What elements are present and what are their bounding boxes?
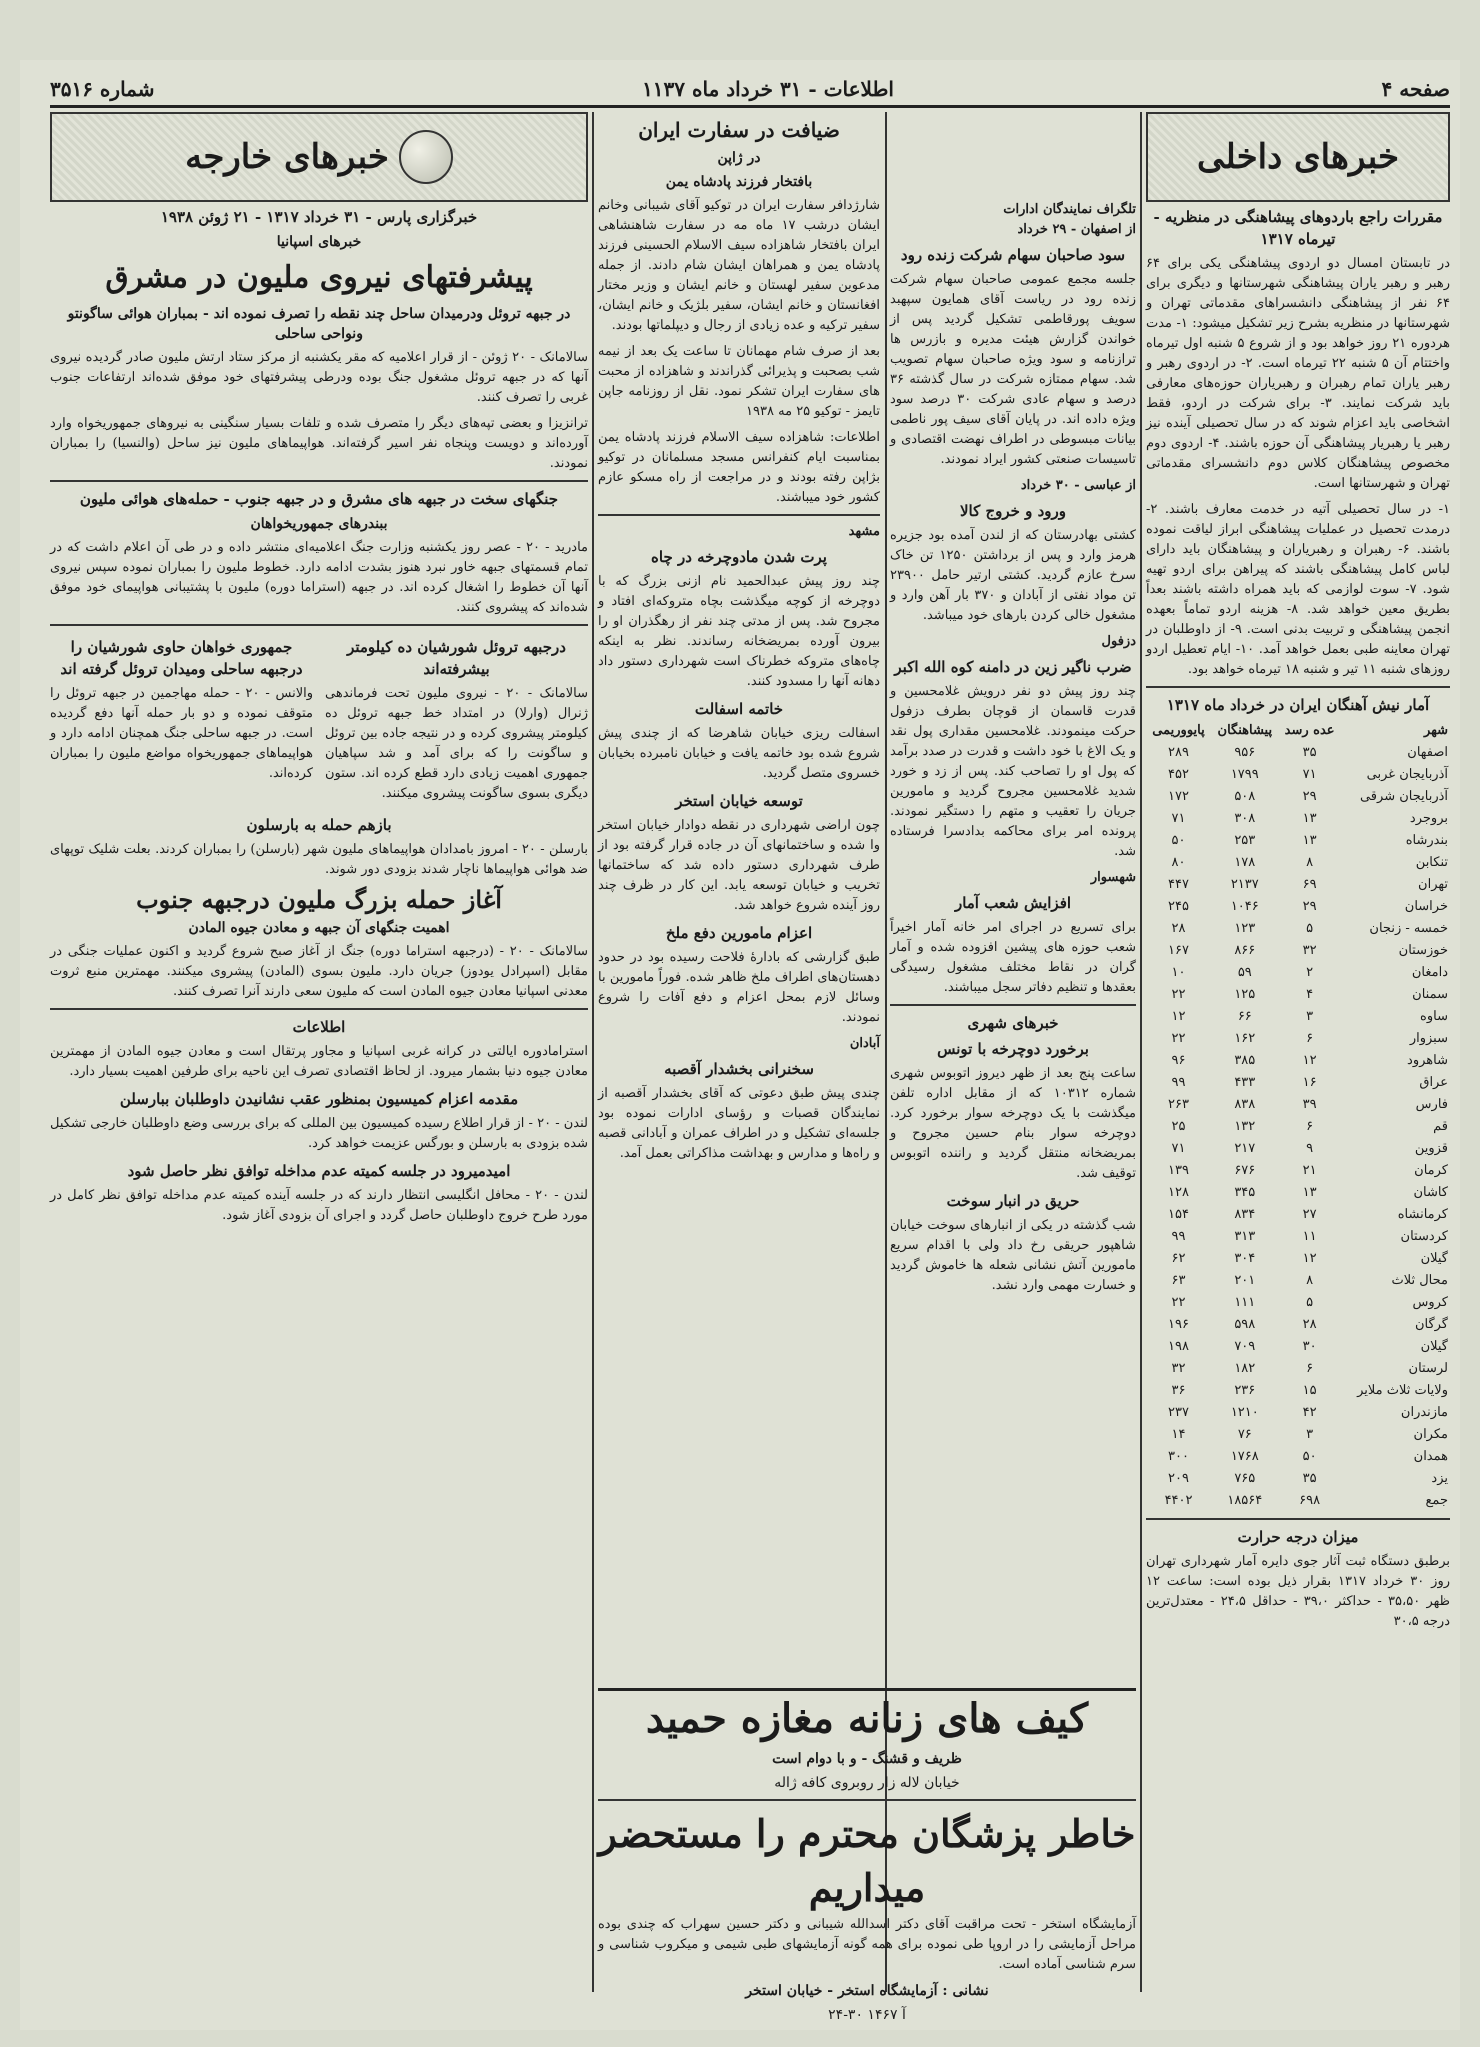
table-cell: ۱۰ bbox=[1171, 965, 1186, 980]
table-cell: ۱۹۸ bbox=[1168, 1339, 1189, 1354]
table-cell: ۹۵۶ bbox=[1234, 745, 1256, 760]
main-headline: پیشرفتهای نیروی ملیون در مشرق bbox=[105, 260, 533, 295]
table-cell: ۱۲۱۰ bbox=[1230, 1405, 1259, 1420]
stats-header-cell: عده رسد bbox=[1284, 723, 1335, 738]
table-cell: ۳۰۰ bbox=[1168, 1449, 1189, 1464]
table-cell: ۲۵ bbox=[1171, 1119, 1186, 1134]
table-row bbox=[1146, 918, 1450, 940]
table-row bbox=[1146, 786, 1450, 808]
table-cell: کرمان bbox=[1414, 1163, 1448, 1178]
abbas-title: ورود و خروج کالا bbox=[959, 502, 1067, 520]
table-row bbox=[1146, 764, 1450, 786]
domestic-column-1 bbox=[1146, 112, 1450, 2002]
table-cell: تهران bbox=[1418, 877, 1448, 892]
table-row bbox=[1146, 1358, 1450, 1380]
divider bbox=[50, 1008, 588, 1010]
ad2-body: آزمایشگاه استخر - تحت مراقبت آقای دکتر اسدالله شیبانی و دکتر حسین سهراب که چندی بوده مراحل آزمایشی را در اروپا طی نموده برای همه گونه آزمایشهای طبی شیمی و میکروب شناسی و سرم شناسی آماده است. bbox=[598, 1917, 1136, 1972]
table-cell: ۳ bbox=[1306, 1009, 1314, 1024]
abadan-body: چندی پیش طبق دعوتی که آقای بخشدار آقصبه از نمایندگان قصبات و رؤسای ادارات نموده بود جلسه‌ای تشکیل و در اطراف عمران و آبادانی قصبه و راه‌ها و مدارس و بهداشت مذاکراتی بعمل آمد. bbox=[598, 1086, 880, 1161]
stats-header-cell: پایووریمی bbox=[1152, 723, 1205, 738]
ettelaat-body: استرامادوره ایالتی در کرانه غربی اسپانیا و مجاور پرتقال است و معادن جیوه المادن از مهمترین معادن جیوه دنیا بشمار میرود. از لحاظ اقتصادی تصرف این ناحیه برای طرفین اهمیت بسیار دارد. bbox=[50, 1044, 588, 1079]
mashhad1-body: چند روز پیش عبدالحمید نام ازنی بزرگ که با دوچرخه از کوچه میگذشت بچاه متروکه‌ای افتاد و مجروح شد. پس از مدتی چند نفر از رهگذران او را بیرون آورده بمریضخانه رساندند. نظر به اینکه چاه‌های متروکه خطرناک است شهرداری دستور داد دهانه آنها را مسدود کنند. bbox=[598, 574, 880, 689]
table-cell: ۳۱۳ bbox=[1234, 1229, 1256, 1244]
table-row bbox=[1146, 940, 1450, 962]
table-cell: ۵۹۸ bbox=[1234, 1317, 1256, 1332]
table-cell: ۲۸ bbox=[1171, 921, 1186, 936]
city1-body: ساعت پنج بعد از ظهر دیروز اتوبوس شهری شماره ۱۰۳۱۲ که از مقابل اداره تلفن میگذشت با یک دوچرخه سوار برخورد کرد. دوچرخه سوار بنام حسین مجروح و بمریضخانه منتقل گردید و راننده اتوبوس توقیف شد. bbox=[890, 1066, 1136, 1181]
table-cell: ۲۸ bbox=[1302, 1317, 1317, 1332]
ad2-title: خاطر پزشگان محترم را مستحضر میداریم bbox=[598, 1811, 1136, 1910]
table-row bbox=[1146, 1270, 1450, 1292]
table-row bbox=[1146, 1094, 1450, 1116]
table-cell: ۱۷۹۹ bbox=[1230, 767, 1259, 782]
table-cell: ۱۷۸ bbox=[1234, 855, 1256, 870]
table-cell: ۲۳۶ bbox=[1234, 1383, 1256, 1398]
stats-header-cell: پیشاهنگان bbox=[1217, 723, 1273, 738]
abadan-line: آبادان bbox=[849, 1036, 880, 1051]
table-row bbox=[1146, 1292, 1450, 1314]
table-cell: ۱۴ bbox=[1171, 1427, 1186, 1442]
table-cell: ۵۹ bbox=[1237, 965, 1252, 980]
embassy-column bbox=[598, 112, 880, 1672]
table-cell: ۴۲ bbox=[1302, 1405, 1317, 1420]
table-cell: کردستان bbox=[1400, 1229, 1448, 1244]
table-cell: ۱۲ bbox=[1302, 1251, 1317, 1266]
table-cell: ۶۹ bbox=[1302, 877, 1317, 892]
column-rule bbox=[1140, 112, 1142, 1992]
divider bbox=[50, 624, 588, 626]
table-cell: ۲۸۹ bbox=[1168, 745, 1189, 760]
table-cell: ۵ bbox=[1306, 921, 1314, 936]
table-cell: آذربایجان شرقی bbox=[1359, 789, 1448, 804]
isfahan-title: سود صاحبان سهام شرکت زنده رود bbox=[900, 246, 1126, 264]
paper-name-date: اطلاعات - ۳۱ خرداد ماه ۱۱۳۷ bbox=[642, 76, 894, 101]
table-row bbox=[1146, 1446, 1450, 1468]
table-cell: ۲۵۳ bbox=[1234, 833, 1256, 848]
divider bbox=[890, 1004, 1136, 1006]
page-label: صفحه ۴ bbox=[1381, 76, 1450, 101]
table-cell: ۶۹۸ bbox=[1299, 1493, 1321, 1508]
table-cell: ۹ bbox=[1306, 1141, 1314, 1156]
dazful-line: دزفول bbox=[1101, 634, 1136, 649]
table-cell: گیلان bbox=[1420, 1339, 1448, 1354]
table-cell: ۶ bbox=[1306, 1119, 1314, 1134]
table-cell: ۲۱ bbox=[1302, 1163, 1317, 1178]
abbas-body: کشتی بهادرستان که از لندن آمده بود جزیره هرمز وارد و پس از برداشتن ۱۲۵۰ تن خاک سرخ عازم گردید. کشتی ارتیر حامل ۲۳۹۰۰ تن مواد نفتی از آبادان و ۳۷۰ بار آهن وارد و مشغول خالی کردن بارهای خود میباشد. bbox=[890, 528, 1137, 623]
table-cell: ۱۳ bbox=[1302, 1185, 1317, 1200]
table-cell: سمنان bbox=[1412, 987, 1448, 1002]
embassy-subtitle-1: در ژاپن bbox=[717, 150, 761, 166]
table-cell: ۲۲ bbox=[1171, 1031, 1186, 1046]
table-cell: ۵۰ bbox=[1302, 1449, 1317, 1464]
table-cell: مازندران bbox=[1400, 1405, 1448, 1420]
south-front-title: آغاز حمله بزرگ ملیون درجبهه جنوب bbox=[136, 885, 502, 914]
table-row bbox=[1146, 1006, 1450, 1028]
estakhr-body: چون اراضی شهرداری در نقطه دوادار خیابان استخر وا شده و ساختمانهای آن در جاده قرار گرفته بود از طرف شهرداری دستور داده شد که ساختمانها تخریب و خیابان توسعه یابد. این کار در ظرف چند روز آینده شروع خواهد شد. bbox=[598, 818, 880, 913]
table-cell: ۲۲ bbox=[1171, 987, 1186, 1002]
malakh-title: اعزام مامورین دفع ملخ bbox=[665, 924, 813, 942]
table-cell: ۳ bbox=[1306, 1427, 1314, 1442]
embassy-note: اطلاعات: شاهزاده سیف الاسلام فرزند پادشاه یمن بمناسبت ایام کنفرانس مسجد مسلمانان در توکیو بژاپن رفته بودند و در مراجعت از راه مسکو عازم کشور خود میباشند. bbox=[598, 430, 880, 505]
table-cell: همدان bbox=[1413, 1449, 1448, 1464]
table-cell: محال ثلاث bbox=[1391, 1273, 1448, 1288]
table-cell: ۸۳۴ bbox=[1234, 1207, 1256, 1222]
table-cell: ۱۲ bbox=[1302, 1053, 1317, 1068]
table-cell: ۲۱۷ bbox=[1234, 1141, 1256, 1156]
table-cell: ۹۹ bbox=[1171, 1229, 1186, 1244]
table-row bbox=[1146, 830, 1450, 852]
shahsavar-line: شهسوار bbox=[1090, 870, 1136, 885]
table-cell: ۱۷۲ bbox=[1168, 789, 1189, 804]
table-cell: ۴۴۰۲ bbox=[1164, 1493, 1193, 1508]
table-cell: قم bbox=[1433, 1119, 1448, 1134]
table-cell: ۱۵ bbox=[1302, 1383, 1317, 1398]
table-cell: گرگان bbox=[1414, 1317, 1448, 1332]
table-row bbox=[1146, 1424, 1450, 1446]
table-cell: ۵۰۸ bbox=[1234, 789, 1256, 804]
table-cell: گیلان bbox=[1420, 1251, 1448, 1266]
table-cell: ولایات ثلاث ملایر bbox=[1357, 1383, 1448, 1398]
masthead bbox=[50, 72, 1450, 108]
scout-article-conditions: ۱- در سال تحصیلی آتیه در خدمت معارف باشند. ۲- درمدت تحصیل در عملیات پیشاهنگی ابراز لیاقت نموده باشند. ۶- رهبران و رهبریاران و پیشاهنگان باید دارای لباس کامل پیشاهنگی باشند که پیراهن برای اردو تهیه شود. ۷- سوت لوازمی که باید همراه داشته باشند بعداً بطریق معین خواهد شد. ۸- هزینه اردو تماماً بعهده انجمن پیشاهنگی و تربیت بدنی است. ۹- از داوطلبان در تهران معاینه طبی بعمل خواهد آمد. ۱۰- ایام تعطیل اردو روزهای شنبه ۱۱ تیر و شنبه ۱۸ تیرماه خواهد بود. bbox=[1146, 502, 1451, 677]
table-cell: خوزستان bbox=[1398, 943, 1448, 958]
table-cell: خمسه - زنجان bbox=[1369, 921, 1448, 936]
main-subheadline: در جبهه تروئل ودرمیدان ساحل چند نقطه را تصرف نموده اند - بمباران هوائی ساگونتو ونواحی ساحلی bbox=[67, 306, 571, 342]
issue-number: شماره ۳۵۱۶ bbox=[50, 76, 155, 101]
table-cell: تنکابن bbox=[1415, 855, 1448, 870]
embassy-title: ضیافت در سفارت ایران bbox=[638, 118, 840, 142]
table-row bbox=[1146, 1380, 1450, 1402]
table-cell: ۹۶ bbox=[1171, 1053, 1186, 1068]
ad2-address: نشانی : آزمایشگاه استخر - خیابان استخر bbox=[745, 1983, 989, 1999]
table-cell: ۳۹ bbox=[1302, 1097, 1317, 1112]
republic-title: جمهوری خواهان حاوی شورشیان را درجبهه ساحلی ومیدان تروئل گرفته اند bbox=[60, 638, 303, 678]
republic-block bbox=[50, 632, 313, 810]
embassy-subtitle-2: بافتخار فرزند پادشاه یمن bbox=[665, 174, 813, 190]
table-row bbox=[1146, 1336, 1450, 1358]
temperature-title: میزان درجه حرارت bbox=[1237, 1528, 1359, 1546]
table-row bbox=[1146, 962, 1450, 984]
table-cell: ۱۳۲ bbox=[1234, 1119, 1256, 1134]
table-cell: ۶۶ bbox=[1237, 1009, 1252, 1024]
table-cell: ۱۱۱ bbox=[1234, 1295, 1256, 1310]
issue-date: ۳۱ خرداد ماه ۱۱۳۷ bbox=[642, 76, 802, 101]
table-cell: آذربایجان غربی bbox=[1366, 767, 1448, 782]
table-cell: ۷۱ bbox=[1302, 767, 1317, 782]
spain-head: خبرهای اسپانیا bbox=[276, 234, 362, 250]
table-row bbox=[1146, 1072, 1450, 1094]
ad2-code: آ ۱۴۶۷ ۳۰-۲۴ bbox=[828, 2007, 906, 2023]
table-cell: دامغان bbox=[1411, 965, 1448, 980]
table-cell: ۷۰۹ bbox=[1234, 1339, 1256, 1354]
ad1-address: خیابان لاله زار روبروی کافه ژاله bbox=[774, 1775, 960, 1791]
foreign-news bbox=[50, 112, 588, 1992]
table-cell: ۲۰۱ bbox=[1234, 1273, 1256, 1288]
table-cell: جمع bbox=[1425, 1493, 1448, 1508]
table-cell: ۳۲ bbox=[1171, 1361, 1186, 1376]
ad1-title: کیف های زنانه مغازه حمید bbox=[645, 1695, 1089, 1742]
telegraph-head: تلگراف نمایندگان ادارات bbox=[1003, 202, 1136, 217]
south-sub: ببندرهای جمهوریخواهان bbox=[250, 516, 388, 532]
ad1-sub: ظریف و قشنگ - و با دوام است bbox=[772, 1751, 962, 1767]
divider bbox=[50, 480, 588, 482]
agency-line: خبرگزاری پارس - ۳۱ خرداد ۱۳۱۷ - ۲۱ ژوئن ۱۹۳۸ bbox=[160, 208, 478, 226]
table-row bbox=[1146, 1490, 1450, 1512]
table-cell: ۲۲ bbox=[1171, 1295, 1186, 1310]
city1-title: برخورد دوچرخه با تونس bbox=[937, 1040, 1089, 1058]
domestic-banner bbox=[1146, 112, 1450, 202]
table-cell: ۱۲۳ bbox=[1234, 921, 1256, 936]
divider bbox=[598, 514, 880, 516]
table-row bbox=[1146, 984, 1450, 1006]
table-cell: ۱۵۴ bbox=[1168, 1207, 1189, 1222]
city-news-head: خبرهای شهری bbox=[967, 1014, 1059, 1032]
isfahan-body: جلسه مجمع عمومی صاحبان سهام شرکت زنده رود در ریاست آقای همایون سپهبد سویف پورقاطمی تشکیل گردید پس از خواندن گزارش هیئت مدیره و بازرس ها ترازنامه و سود ویژه صاحبان سهام تصویب شد. سهام ممتازه شرکت در سال گذشته ۳۶ درصد و سهام عادی شرکت ۳۰ درصد سود ویژه داده اند. در پایان آقای سیف پور ناطمی بیانات مبسوطی در اطراف نهضت اقتصادی و تاسیسات صنعتی کشور ایراد نمودند. bbox=[890, 272, 1136, 467]
estakhr-title: توسعه خیابان استخر bbox=[675, 792, 803, 810]
table-cell: ۲۱۳۷ bbox=[1230, 877, 1259, 892]
ettelaat-title: اطلاعات bbox=[292, 1018, 346, 1036]
table-cell: ۲ bbox=[1306, 965, 1314, 980]
commission-title: مقدمه اعزام کمیسیون بمنظور عقب نشانیدن داوطلبان ببارسلن bbox=[119, 1090, 519, 1108]
abadan-title: سخنرانی بخشدار آقصبه bbox=[664, 1060, 814, 1078]
attack-again-body: بارسلن - ۲۰ - امروز بامدادان هواپیماهای ملیون شهر (بارسلن) را بمباران کردند. بعلت شلیک توپهای ضد هوائی هواپیماها ناچار شدند بزودی دور شوند. bbox=[50, 842, 589, 877]
shahsavar-body: برای تسریع در اجرای امر خانه آمار اخیراً شعب حوزه های پیشین افزوده شده و آمار گران در نقاط مختلف مشغول رسیدگی بعقدها و تنظیم دفاتر سجل میباشند. bbox=[890, 920, 1136, 995]
scout-article-title: مقررات راجع باردوهای پیشاهنگی در منظریه - تیرماه ۱۳۱۷ bbox=[1153, 208, 1443, 248]
paper-name: اطلاعات bbox=[823, 76, 894, 101]
embassy-body-2: بعد از صرف شام مهمانان تا ساعت یک بعد از نیمه شب بصحبت و پذیرائی گذراندند و شاهزاده از محبت های سفارت ایران تشکر نمود. نقل از روزنامه جاپن تایمز - توکیو ۲۵ مه ۱۹۳۸ bbox=[598, 344, 880, 419]
table-cell: ۱۱ bbox=[1302, 1229, 1317, 1244]
table-cell: ۲۶۳ bbox=[1168, 1097, 1189, 1112]
table-cell: ۲۹ bbox=[1302, 789, 1317, 804]
table-row bbox=[1146, 1160, 1450, 1182]
mashhad1-title: پرت شدن مادوچرخه در چاه bbox=[651, 548, 827, 566]
table-cell: ۴۴۷ bbox=[1168, 877, 1189, 892]
table-cell: ۳۴۵ bbox=[1234, 1185, 1256, 1200]
table-row bbox=[1146, 808, 1450, 830]
table-cell: ۱۳ bbox=[1302, 833, 1317, 848]
table-cell: ۱۸۵۶۴ bbox=[1227, 1493, 1263, 1508]
table-cell: ۶۲ bbox=[1171, 1251, 1186, 1266]
attack-again-title: بازهم حمله به بارسلون bbox=[246, 816, 392, 834]
table-cell: ۱۸۲ bbox=[1234, 1361, 1256, 1376]
table-row bbox=[1146, 1116, 1450, 1138]
table-row bbox=[1146, 874, 1450, 896]
column-rule bbox=[592, 112, 594, 1992]
teruel-title: درجبهه تروئل شورشیان ده کیلومتر بیشرفته‌اند bbox=[347, 638, 566, 678]
table-row bbox=[1146, 1182, 1450, 1204]
table-cell: ۸ bbox=[1306, 855, 1314, 870]
table-cell: فارس bbox=[1415, 1097, 1448, 1112]
table-cell: ۲۹ bbox=[1302, 899, 1317, 914]
table-cell: ۸۰ bbox=[1171, 855, 1186, 870]
asphalt-body: اسفالت ریزی خیابان شاهرضا که از چندی پیش شروع شده بود خاتمه یافت و خیابان نامبرده بخیابان خسروی متصل گردید. bbox=[598, 726, 880, 781]
hope-title: امیدمیرود در جلسه کمیته عدم مداخله توافق نظر حاصل شود bbox=[127, 1162, 511, 1180]
teruel-body: سالامانک - ۲۰ - نیروی ملیون تحت فرماندهی ژنرال (وارلا) در امتداد خط جبهه تروئل ده کیلومتر پیشروی کرده و در نتیجه جاده بین تروئل و ساگونت را که برای آمد و شد سپاهیان جمهوری اهمیت زیادی دارد قطع کرده اند. ستون دیگری بسوی ساگونت پیشروی میکنند. bbox=[325, 686, 588, 801]
table-cell: ۱۶ bbox=[1302, 1075, 1317, 1090]
table-cell: ۶۳ bbox=[1171, 1273, 1186, 1288]
asphalt-title: خاتمه اسفالت bbox=[694, 700, 784, 718]
teruel-block bbox=[325, 632, 588, 810]
republic-body: والانس - ۲۰ - حمله مهاجمین در جبهه تروئل را متوقف نموده و دو بار حمله آنها دفع گردیده است. در جبهه ساحلی جنگ همچنان ادامه دارد و هواپیماهای جمهوریخواه مواضع ملیون را بمباران کرده‌اند. bbox=[50, 686, 314, 781]
table-cell: ۱۲۸ bbox=[1168, 1185, 1189, 1200]
table-cell: ۱۶۷ bbox=[1168, 943, 1189, 958]
main-body-2: ترانزیزا و بعضی تپه‌های دیگر را متصرف شده و تلفات بسیار سنگینی به نیروهای جمهوریخواه وارد آورده‌اند و دویست وپنجاه نفر اسیر گرفته‌اند. هواپیماهای ملیون نیز ساحل (والنسیا) را بمباران نمودند. bbox=[50, 416, 588, 471]
commission-body: لندن - ۲۰ - از قرار اطلاع رسیده کمیسیون بین المللی که برای بررسی وضع داوطلبان خارجی تشکیل شده بزودی به بارسلن و بورگس عزیمت خواهد کرد. bbox=[50, 1116, 588, 1151]
table-cell: خراسان bbox=[1404, 899, 1448, 914]
table-cell: ۴۳۳ bbox=[1234, 1075, 1256, 1090]
table-row bbox=[1146, 1050, 1450, 1072]
table-cell: ۲۴۵ bbox=[1168, 899, 1189, 914]
table-cell: کاشان bbox=[1413, 1185, 1448, 1200]
south-body: مادرید - ۲۰ - عصر روز یکشنبه وزارت جنگ اعلامیه‌ای منتشر داده و در طی آن اعلام داشت که در تمام قسمتهای جبهه خاور نبرد هنوز بشدت ادامه دارد. خطوط ملیون را بمباران نموده سپس نیروی آنها آن خطوط را اشغال کرده اند. در جبهه (استراما دوره) ملیون با پشتیبانی هواپیمای خود موفق شده‌اند که پیشروی کنند. bbox=[50, 540, 588, 615]
table-cell: ۱۶۲ bbox=[1234, 1031, 1256, 1046]
dazful-body: چند روز پیش دو نفر درویش غلامحسین و قدرت قاسمان از قوچان بطرف دزفول حرکت مینمودند. غلامحسین مقداری پول نقد و یک الاغ با خود داشت و قدرت در صدد برآمد که پول او را تصاحب کند. پس از زد و خورد شدید غلامحسین مجروح گردید و مامورین جریان را تعقیب و متهم را دستگیر نمودند. پرونده امر برای محاکمه بدادسرا فرستاده شد. bbox=[890, 684, 1136, 859]
table-cell: ۱۷۶۸ bbox=[1230, 1449, 1259, 1464]
table-cell: بندرشاه bbox=[1405, 833, 1448, 848]
table-cell: ۱۰۴۶ bbox=[1230, 899, 1259, 914]
divider bbox=[1146, 686, 1450, 688]
shahsavar-title: افزایش شعب آمار bbox=[954, 894, 1072, 912]
divider bbox=[1146, 1518, 1450, 1520]
mashhad-line: مشهد bbox=[848, 524, 880, 539]
table-cell: ۷۶۵ bbox=[1234, 1471, 1256, 1486]
table-cell: ۸۶۶ bbox=[1234, 943, 1256, 958]
table-row bbox=[1146, 1204, 1450, 1226]
table-cell: مکران bbox=[1413, 1427, 1448, 1442]
table-cell: ۳۲ bbox=[1302, 943, 1317, 958]
table-row bbox=[1146, 1226, 1450, 1248]
table-cell: ۵۰ bbox=[1171, 833, 1186, 848]
table-cell: ۷۱ bbox=[1171, 811, 1186, 826]
south-title: جنگهای سخت در جبهه های مشرق و در جبهه جنوب - حمله‌های هوائی ملیون bbox=[79, 490, 559, 508]
table-cell: ۳۵ bbox=[1302, 1471, 1317, 1486]
table-cell: ۶ bbox=[1306, 1031, 1314, 1046]
table-row bbox=[1146, 852, 1450, 874]
table-cell: ۲۳۷ bbox=[1168, 1405, 1189, 1420]
isfahan-line: از اصفهان - ۲۹ خرداد bbox=[1017, 222, 1136, 237]
table-row bbox=[1146, 1402, 1450, 1424]
table-cell: کرمانشاه bbox=[1397, 1207, 1448, 1222]
table-cell: عراق bbox=[1419, 1075, 1448, 1090]
south-front-body: سالامانک - ۲۰ - (درجبهه استراما دوره) جنگ از آغاز صبح شروع گردید و اکنون عملیات جنگی در مقابل (اسپرادل یودوز) جریان دارد. ملیون بسوی (المادن) پیشروی میکنند. مهمترین منبع ثروت معدنی اسپانیا معادن جیوه المادن است که ملیون سعی دارند آنرا تصرف کنند. bbox=[50, 944, 589, 999]
divider bbox=[598, 1799, 1136, 1801]
table-row bbox=[1146, 742, 1450, 764]
table-cell: ۸ bbox=[1306, 1273, 1314, 1288]
table-cell: ۲۰۹ bbox=[1168, 1471, 1189, 1486]
table-cell: شاهرود bbox=[1407, 1053, 1448, 1068]
stats-header-cell: شهر bbox=[1423, 723, 1448, 738]
globe-icon bbox=[399, 130, 453, 184]
table-cell: یزد bbox=[1431, 1471, 1448, 1486]
table-cell: ۶۷۶ bbox=[1234, 1163, 1256, 1178]
table-row bbox=[1146, 1248, 1450, 1270]
city2-title: حریق در انبار سوخت bbox=[946, 1192, 1080, 1210]
table-cell: ۳۰ bbox=[1302, 1339, 1317, 1354]
city2-body: شب گذشته در یکی از انبارهای سوخت خیابان شاهپور حریقی رخ داد ولی با اقدام سریع مامورین آتش نشانی شعله ها خاموش گردید و خسارت مهمی وارد نشد. bbox=[890, 1218, 1136, 1293]
table-cell: ۱۳ bbox=[1302, 811, 1317, 826]
table-cell: ۲۷ bbox=[1302, 1207, 1317, 1222]
south-front-sub: اهمیت جنگهای آن جبهه و معادن جیوه المادن bbox=[188, 920, 450, 936]
embassy-body: شارژدافر سفارت ایران در توکیو آقای شیبانی وخانم ایشان درشب ۱۷ ماه مه در سفارت شاهنشاهی ایران بافتخار شاهزاده سیف الاسلام الحسینی فرزند پادشاه یمن و همراهان ایشان شام دادند. از جمله مدعوین سفیر لهستان و خانم ایشان و وزیر مختار افغانستان و خانم ایشان، سفیر بلژیک و خانم ایشان، سفیر ترکیه و عده زیادی از رجال و دیپلماتها بودند. bbox=[598, 198, 880, 333]
table-cell: بروجرد bbox=[1409, 811, 1448, 826]
table-cell: ۴ bbox=[1306, 987, 1314, 1002]
table-cell: لرستان bbox=[1408, 1361, 1448, 1376]
hope-body: لندن - ۲۰ - محافل انگلیسی انتظار دارند که در جلسه آینده کمیته عدم مداخله توافق نظر کامل در مورد طرح خروج داوطلبان حاصل گردد و اجرای آن بزودی آغاز شود. bbox=[50, 1188, 588, 1223]
table-cell: قزوین bbox=[1414, 1141, 1448, 1156]
table-cell: ۵ bbox=[1306, 1295, 1314, 1310]
table-cell: ۷۱ bbox=[1171, 1141, 1186, 1156]
table-cell: سبزوار bbox=[1409, 1031, 1448, 1046]
table-cell: ۳۸۵ bbox=[1234, 1053, 1256, 1068]
table-cell: ساوه bbox=[1420, 1009, 1448, 1024]
table-cell: ۷۶ bbox=[1237, 1427, 1252, 1442]
table-cell: ۱۲ bbox=[1171, 1009, 1186, 1024]
foreign-banner bbox=[50, 112, 588, 202]
table-cell: ۱۳۹ bbox=[1168, 1163, 1189, 1178]
table-row bbox=[1146, 896, 1450, 918]
table-cell: ۳۶ bbox=[1171, 1383, 1186, 1398]
table-cell: ۳۰۴ bbox=[1234, 1251, 1256, 1266]
main-body-1: سالامانک - ۲۰ ژوئن - از قرار اعلامیه که مقر یکشنبه از مرکز ستاد ارتش ملیون صادر گردیده نیروی آنها که در جبهه تروئل مشغول جنگ بوده ودرطی پیشرفتهای خود موفق شده‌اند ارتفاعات جنوب غربی را تصرف کنند. bbox=[50, 350, 589, 405]
table-cell: ۴۵۲ bbox=[1168, 767, 1189, 782]
table-row bbox=[1146, 1468, 1450, 1490]
two-col-block bbox=[50, 632, 588, 810]
table-cell: ۱۹۶ bbox=[1168, 1317, 1189, 1332]
scout-article-body: در تابستان امسال دو اردوی پیشاهنگی یکی برای ۶۴ رهبر و رهبر یاران پیشاهنگی شهرستانها و دیگری برای ۶۴ نفر از پیشاهنگی دانشسراهای مقدماتی تهران و شهرستانها در منظریه بشرح زیر تشکیل میشود: ۱- مدت هردوره ۲۱ روز خواهد بود و از شروع ۵ شنبه اول تیرماه واختتام آن ۵ شنبه ۲۲ تیرماه است. ۲- در اردوی رهبر و رهبر یاران تمام رهبران و رهبریاران حوزه‌های معارفی باید شرکت نمایند. ۳- برای شرکت در اردو، فقط اشخاصی باید اعزام شوند که در سال تحصیلی آینده نیز رهبر یا رهبریار پیشاهنگی آن حوزه باشند. ۴- اردوی دوم مخصوص پیشاهنگان کلاس دوم دانشسرای مقدماتی تهران و شهرستانها است. bbox=[1146, 256, 1451, 491]
table-row bbox=[1146, 1138, 1450, 1160]
table-cell: کروس bbox=[1412, 1295, 1448, 1310]
foreign-banner-text: خبرهای خارجه bbox=[185, 137, 389, 177]
dazful-title: ضرب ناگیر زین در دامنه کوه الله اکبر bbox=[894, 658, 1132, 676]
malakh-body: طبق گزارشی که بادارهٔ فلاحت رسیده بود در حدود دهستان‌های اطراف ملخ ظاهر شده. فوراً مامورین با وسائل لازم بمحل اعزام و دفع آفات را شروع نمودند. bbox=[598, 950, 880, 1025]
stats-table bbox=[1146, 720, 1450, 1512]
table-cell: ۶ bbox=[1306, 1361, 1314, 1376]
table-cell: ۳۰۸ bbox=[1234, 811, 1256, 826]
table-cell: اصفهان bbox=[1407, 745, 1448, 760]
abbas-line: از عباسی - ۳۰ خرداد bbox=[1020, 478, 1136, 493]
stats-title: آمار نیش آهنگان ایران در خرداد ماه ۱۳۱۷ bbox=[1166, 696, 1430, 714]
domestic-banner-text: خبرهای داخلی bbox=[1197, 137, 1399, 177]
table-cell: ۱۲۵ bbox=[1234, 987, 1256, 1002]
temperature-body: برطبق دستگاه ثبت آثار جوی دایره آمار شهرداری تهران روز ۳۰ خرداد ۱۳۱۷ بقرار ذیل بوده است: ساعت ۱۲ ظهر ۳۵،۵۰ - حداکثر ۳۹،۰ - حداقل ۲۴،۵ - معتدل‌ترین درجه ۳۰،۵ bbox=[1146, 1554, 1451, 1629]
table-cell: ۸۳۸ bbox=[1234, 1097, 1256, 1112]
table-cell: ۳۵ bbox=[1302, 745, 1317, 760]
table-row bbox=[1146, 1028, 1450, 1050]
table-cell: ۹۹ bbox=[1171, 1075, 1186, 1090]
ads-block bbox=[598, 1688, 1136, 2023]
table-row bbox=[1146, 1314, 1450, 1336]
